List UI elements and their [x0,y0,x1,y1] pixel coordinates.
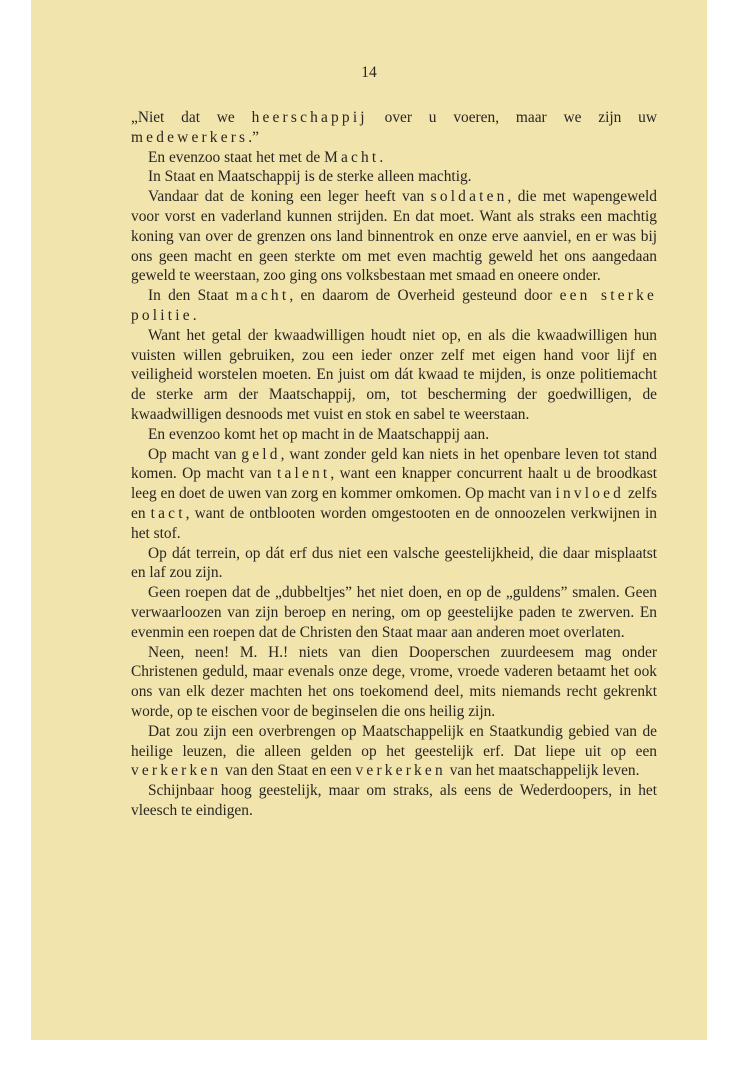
spaced-emphasis: macht [235,287,290,305]
text-run: Neen, neen! M. H.! niets van dien Dooperschen zuurdeesem mag onder Christenen geduld, maar evenals onze dege, vrome, vroede vaderen betaamt het ook ons van elk dezer machten het ons toekomend deel, mits niemands recht gekrenkt worde, op te eischen voor de beginselen die ons heilig zijn. [131,643,657,720]
paragraph [131,148,657,168]
paragraph [131,167,657,187]
spaced-emphasis: soldaten [430,188,508,206]
text-run: Want het getal der kwaadwilligen houdt niet op, en als die kwaadwilligen hun vuisten willen gebruiken, zou een ieder onzer zelf met eigen hand voor lijf en veiligheid worstelen moeten. En juist om dát kwaad te mijden, is onze politiemacht de sterke arm der Maatschappij, om, tot bescherming der goedwilligen, de kwaadwilligen desnoods met vuist en stok en sabel te weerstaan. [131,326,657,423]
text-run: Schijnbaar hoog geestelijk, maar om straks, als eens de Wederdoopers, in het vleesch te eindigen. [131,782,657,819]
text-run: Geen roepen dat de „dubbeltjes” het niet doen, en op de „guldens” smalen. Geen verwaarloozen van zijn beroep en nering, om op geestelijke paden te zwerven. En evenmin een roepen dat de Christen den Staat maar aan anderen moet overlaten. [131,584,657,641]
spaced-emphasis: talent [277,465,331,483]
text-run: .” [248,128,259,146]
text-run: „Niet dat we [131,109,252,126]
paragraph [131,583,657,642]
paragraph [131,722,657,781]
spaced-emphasis: verkerken [131,762,222,780]
paragraph [131,108,657,148]
paragraph [131,643,657,722]
spaced-emphasis: verkerken [355,762,446,780]
text-run: , en daarom de Overheid gesteund door [289,287,560,305]
text-run: . [379,148,384,166]
text-run: , want een knapper concurrent haalt u de broodkast leeg en doet de uwen van zorg en kommer omkomen. Op macht van [131,465,657,503]
spaced-emphasis: tact [150,504,186,522]
text-run: van het maatschappelijk leven. [445,762,640,780]
paragraph [131,781,657,821]
text-run: En evenzoo komt het op macht in de Maatschappij aan. [148,425,490,443]
text-run: Op dát terrein, op dát erf dus niet een valsche geestelijkheid, die daar misplaatst en laf zou zijn. [131,544,657,582]
text-run: Op macht van [148,445,242,463]
text-run: In den Staat [148,287,236,305]
page-number: 14 [361,64,377,81]
spaced-emphasis: geld [241,445,281,463]
text-run: , want zonder geld kan niets in het openbare leven tot stand komen. Op macht van [131,445,657,483]
spaced-emphasis: een sterke politie [131,287,657,324]
paragraph [131,425,657,445]
paragraph [131,326,657,425]
text-run: . [192,306,197,324]
text-run: over u voeren, maar we zijn uw [367,109,657,126]
spaced-emphasis: invloed [555,485,625,503]
text-run: , die met wapengeweld voor vorst en vaderland kunnen strijden. En dat moet. Want als straks een machtig koning van over de grenzen ons land binnentrok en onze erve aanviel, en er was bij ons geen macht en geen sterkte om met even machtig geweld het ons aangedaan geweld te weerstaan, zoo ging ons volksbestaan met smaad en oneere onder. [131,188,657,285]
text-run: Vandaar dat de koning een leger heeft van [148,188,431,206]
page-body-text [131,108,657,821]
paragraph [131,445,657,544]
book-page [31,0,707,1040]
text-run: Dat zou zijn een overbrengen op Maatschappelijk en Staatkundig gebied van de heilige leuzen, die alleen gelden op het geestelijk erf. Dat liepe uit op een [131,722,657,760]
text-run: En evenzoo staat het met de [148,148,325,166]
spaced-emphasis: medewerkers [131,128,249,146]
spaced-emphasis: Macht [324,148,380,166]
text-run: van den Staat en een [221,762,356,780]
paragraph [131,544,657,584]
text-run: In Staat en Maatschappij is de sterke alleen machtig. [148,168,472,186]
paragraph [131,286,657,326]
paragraph [131,187,657,286]
text-run: zelfs en [131,485,658,522]
text-run: , want de ontblooten worden omgestooten en de onnoozelen verkwijnen in het stof. [131,504,658,542]
spaced-emphasis: heerschappij [251,109,368,126]
